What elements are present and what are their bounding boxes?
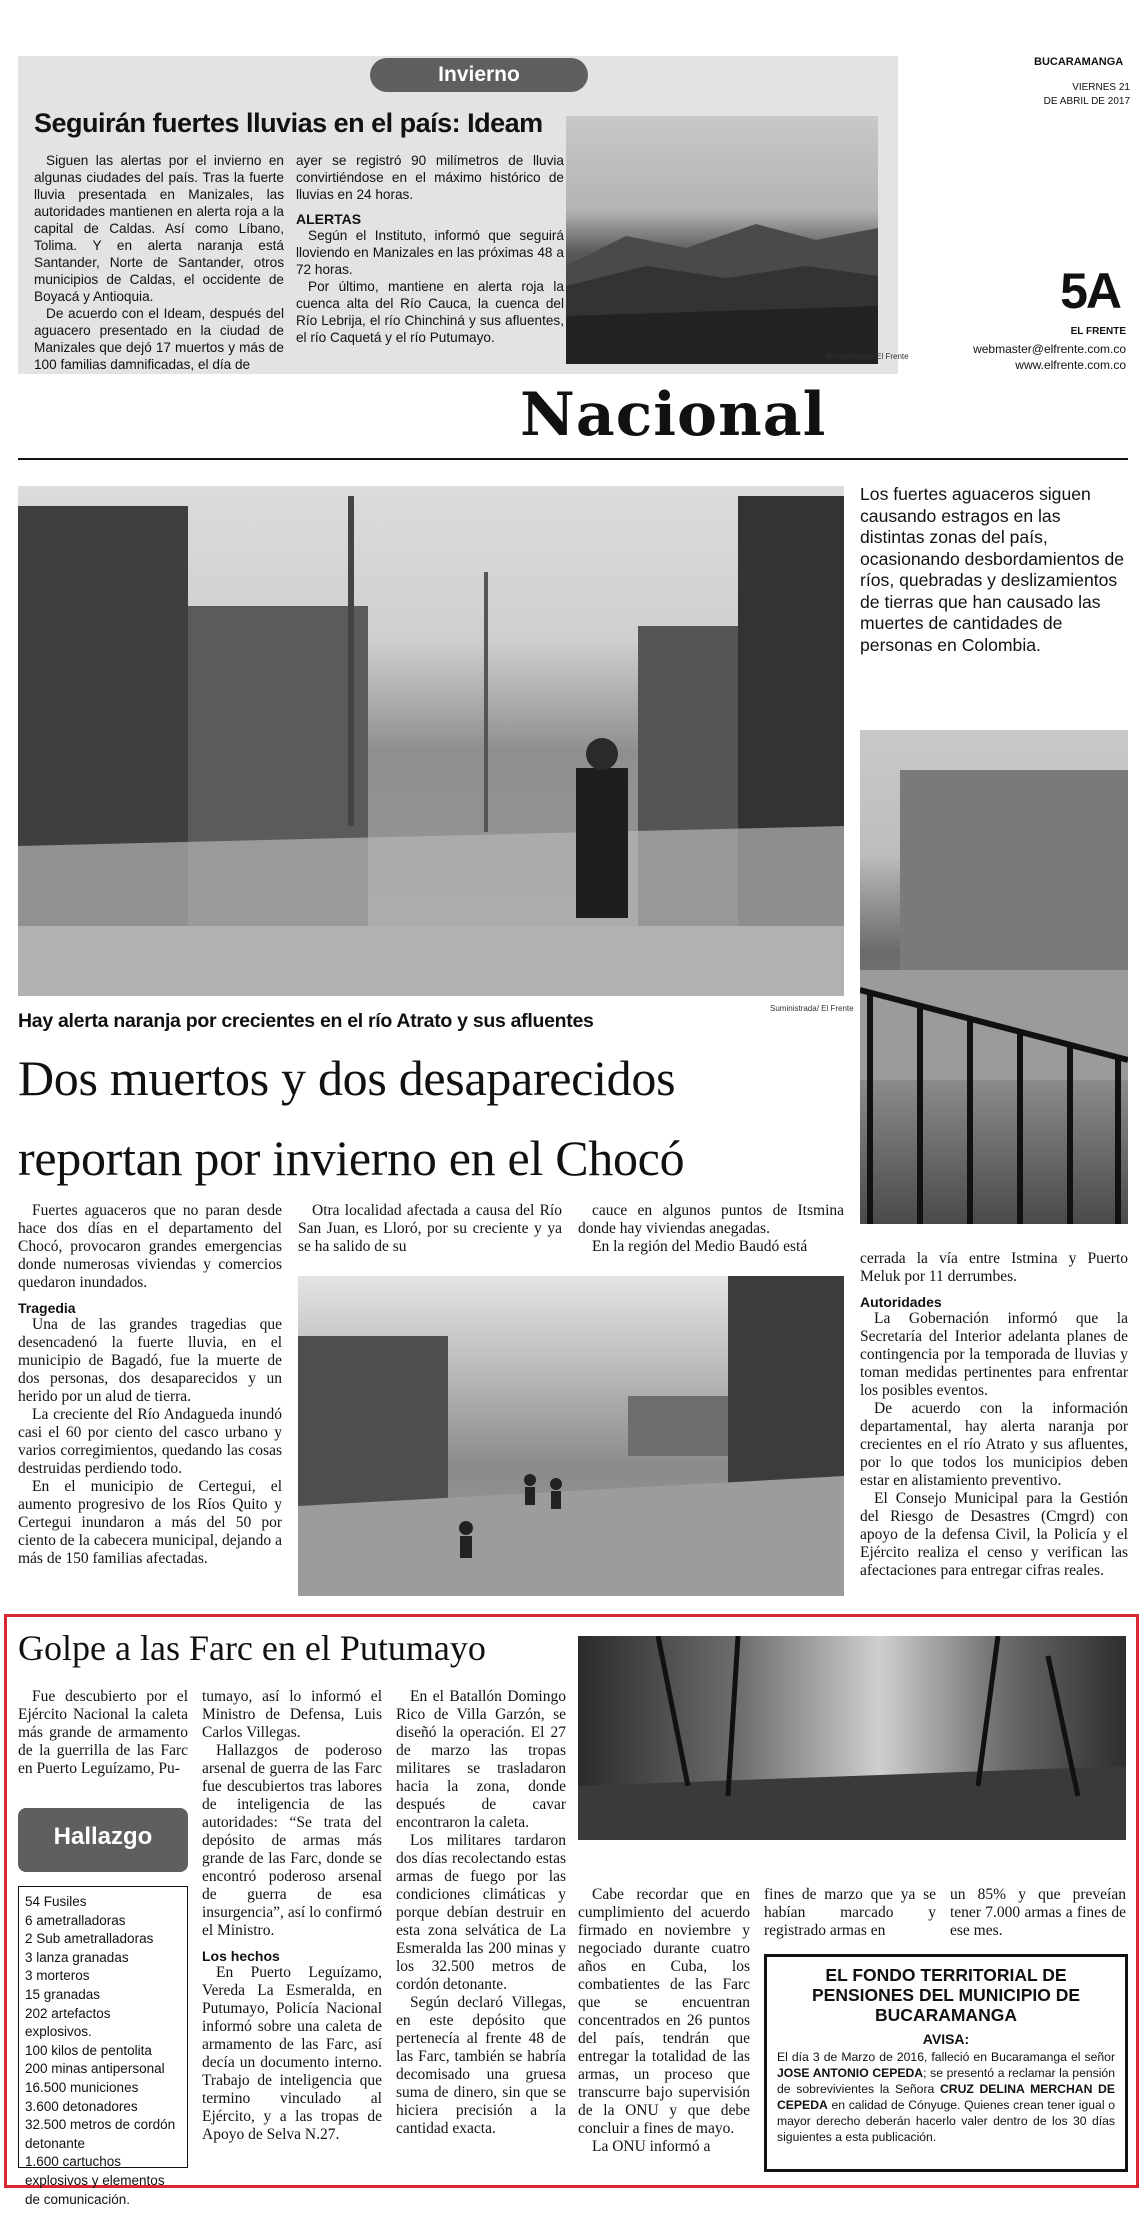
jungle-illustration [578,1636,1126,1840]
main-col3 [578,1202,844,1256]
masthead-date-day: VIERNES 21 [1072,82,1130,93]
hallazgo-item: 100 kilos de pentolita [25,2042,152,2058]
farc-col6 [950,1886,1126,1940]
farc-cache-photo [578,1636,1126,1840]
farc-col2 [202,1688,382,2144]
notice-body-a: El día 3 de Marzo de 2016, falleció en Bucaramanga el señor [777,2050,1115,2064]
main-photo-credit: Suministrada/ El Frente [770,1004,854,1013]
farc-col5 [764,1886,936,1940]
main-col4-p1: cerrada la vía entre Istmina y Puerto Meluk por 11 derrumbes. [860,1250,1128,1285]
hallazgo-item: 2 Sub ametralladoras [25,1931,154,1947]
notice-name-deceased: JOSE ANTONIO CEPEDA [777,2066,924,2080]
flooded-street-illustration [18,486,844,996]
farc-col2-p2: Hallazgos de poderoso arsenal de guerra de las Farc fue descubiertos tras labores de inteligencia de las autoridades: “Se trata del depósito de armas más grande de las Farc, donde se encontró poderoso arsenal de guerra de esa insurgencia”, así lo confirmó el Ministro. [202,1742,382,1939]
page-number: 5A [1060,263,1120,319]
farc-col3-p2: Los militares tardaron dos días recolectando estas armas de fuego por las condiciones climáticas y porque debían destruir en esta zona selvática de La Esmeralda las 200 minas y los 32.500 metros de cordón detonante. [396,1832,566,1993]
manizales-photo [566,116,878,364]
farc-col3-p1: En el Batallón Domingo Rico de Villa Garzón, se diseñó la operación. El 27 de marzo las tropas militares se trasladaron hacia la zona, donde después de cavar encontraron la caleta. [396,1688,566,1831]
main-col4-subhead: Autoridades [860,1294,942,1310]
hallazgo-item: 15 granadas [25,1986,101,2002]
balcony-illustration [860,730,1128,1224]
hallazgo-item: 3 lanza granadas [25,1949,129,1965]
main-col1-p4: En el municipio de Certegui, el aumento progresivo de los Ríos Quito y Certegui inundaron a más del 50 por ciento de la cabecera municipal, dejando a más de 150 familias afectadas. [18,1478,282,1567]
masthead-city: BUCARAMANGA [1034,56,1124,68]
main-col1 [18,1202,282,1568]
brand-email[interactable]: webmaster@elfrente.com.co [973,342,1126,356]
hallazgo-item: 16.500 municiones [25,2079,139,2095]
notice-title-line1: EL FONDO TERRITORIAL DE [825,1965,1067,1985]
hallazgo-item: 200 minas antipersonal [25,2061,165,2077]
hallazgo-item: 3 morteros [25,1968,90,1984]
main-col1-p3: La creciente del Río Andagueda inundó casi el 60 por ciento del casco urbano y varios corregimientos, quedando las cosas destruidas perdiendo todo. [18,1406,282,1477]
farc-col5-p1: fines de marzo que ya se habían marcado y registrado armas en [764,1886,936,1939]
notice-name-spouse: CRUZ DELINA MERCHAN DE CEPEDA [777,2082,1115,2112]
top-col2-p1: Según el Instituto, informó que seguirá lloviendo en Manizales en las próximas 48 a 72 horas. [296,228,564,277]
children-flood-photo [298,1276,844,1596]
main-col1-p1: Fuertes aguaceros que no paran desde hace dos días en el departamento del Chocó, provocaron grandes emergencias donde numerosas viviendas y comercios quedaron inundados. [18,1202,282,1291]
village-flood-illustration [298,1276,844,1596]
top-col2-p2: Por último, mantiene en alerta roja la cuenca alta del Río Cauca, la cuenca del Río Lebrija, el río Chinchiná y sus afluentes, el río Caquetá y el río Putumayo. [296,279,564,345]
farc-col1-p1: Fue descubierto por el Ejército Nacional la caleta más grande de armamento de la guerrilla de las Farc en Puerto Leguízamo, Pu- [18,1688,188,1777]
mountain-landscape-illustration [566,116,878,364]
main-headline-line2: reportan por invierno en el Chocó [18,1130,685,1186]
hallazgo-badge: Hallazgo [18,1808,188,1872]
flooded-street-photo [18,486,844,996]
masthead-date-rest: DE ABRIL DE 2017 [1043,96,1130,107]
hallazgo-item: 54 Fusiles [25,1894,87,1909]
top-col2-subhead: ALERTAS [296,211,362,227]
top-story-col1 [34,152,284,373]
main-col3-p2: En la región del Medio Baudó está [592,1238,808,1255]
farc-headline: Golpe a las Farc en el Putumayo [18,1628,486,1668]
hallazgo-list [18,1886,188,2207]
farc-col2-p3: En Puerto Leguízamo, Vereda La Esmeralda, en Putumayo, Policía Nacional informó sobre una caleta de armamento de las Farc, así decía un documento interno. Trabajo de inteligencia que termino vinculado al Ejército, y a las tropas de Apoyo de Selva N.27. [202,1964,382,2143]
section-title: Nacional [520,380,827,450]
farc-col4 [578,1886,750,2156]
top-col1-p2: De acuerdo con el Ideam, después del aguacero presentado en la ciudad de Manizales que dejó 17 muertos y más de 100 familias damnificadas, el día de [34,306,284,372]
farc-col3-p3: Según declaró Villegas, en este depósito que pertenecía al frente 48 de las Farc, también se habría decomisado una gruesa suma de dinero, sin que se hiciera precisión a la cantidad exacta. [396,1994,566,2137]
main-col3-p1: cauce en algunos puntos de Itsmina donde hay viviendas anegadas. [578,1202,844,1237]
farc-col6-p1: un 85% y que preveían tener 7.000 armas a fines de ese mes. [950,1886,1126,1939]
farc-col2-p1: tumayo, así lo informó el Ministro de Defensa, Luis Carlos Villegas. [202,1688,382,1741]
main-deck: Los fuertes aguaceros siguen causando estragos en las distintas zonas del país, ocasionando desbordamientos de ríos, quebradas y deslizamientos de tierras que han causado las muertes de cantidades de personas en Colombia. [860,484,1125,655]
top-col1-p1: Siguen las alertas por el invierno en algunas ciudades del país. Tras la fuerte lluvia presentada en Manizales, las autoridades mantienen en alerta roja a la capital de Caldas. Así como Líbano, Tolima. Y en alerta naranja está Santander, Norte de Santander, otros municipios de Caldas, el occidente de Boyacá y Antioquia. [34,153,284,304]
notice-label: AVISA: [922,2031,970,2047]
farc-col4-p1: Cabe recordar que en cumplimiento del acuerdo firmado en noviembre y negociado durante cuatro años en Cuba, los combatientes de las Farc que se encuentran concentrados en 26 puntos del país, tendrán que entregar la totalidad de las armas, un proceso que transcurre bajo supervisión de la ONU y que debe concluir a fines de mayo. [578,1886,750,2137]
top-photo-credit: Suministrada/ El Frente [825,352,909,361]
main-col4-p2: La Gobernación informó que la Secretaría del Interior adelanta planes de contingencia por la temporada de lluvias y toman medidas pertinentes para enfrentar los posibles eventos. [860,1310,1128,1399]
notice-title-line3: BUCARAMANGA [875,2005,1017,2025]
farc-col1 [18,1688,188,1778]
main-col4 [860,1250,1128,1580]
section-rule [18,458,1128,460]
hallazgo-item: 3.600 detonadores [25,2098,138,2114]
top-story-col2 [296,152,564,346]
notice-body-b: ; se presentó a reclamar la pensión de sobrevivientes la Señora [777,2066,1115,2096]
main-kicker: Hay alerta naranja por crecientes en el río Atrato y sus afluentes [18,1010,594,1032]
main-col4-p4: El Consejo Municipal para la Gestión del Riesgo de Desastres (Cmgrd) con apoyo de la defensa Civil, la Policía y el Ejército realiza el censo y verifican las afectaciones para entregar cifras reales. [860,1490,1128,1579]
hallazgo-item: 1.600 cartuchos explosivos y elementos de comunicación. [25,2154,165,2207]
main-col2 [298,1202,562,1256]
farc-col4-p2: La ONU informó a [592,2138,711,2155]
top-headline: Seguirán fuertes lluvias en el país: Ideam [34,108,543,138]
farc-col3 [396,1688,566,2138]
brand-website[interactable]: www.elfrente.com.co [1015,358,1126,372]
main-col1-subhead: Tragedia [18,1300,76,1316]
invierno-badge: Invierno [370,58,588,92]
main-col2-p1: Otra localidad afectada a causa del Río San Juan, es Lloró, por su creciente y ya se ha salido de su [298,1202,562,1255]
hallazgo-item: 202 artefactos explosivos. [25,2005,111,2040]
main-headline-line1: Dos muertos y dos desaparecidos [18,1050,676,1106]
balcony-flood-photo [860,730,1128,1224]
farc-col2-subhead: Los hechos [202,1948,280,1964]
notice-body-c: en calidad de Cónyuge. Quienes crean tener igual o mayor derecho deberán hacerlo valer dentro de los 30 días siguientes a esta publicación. [777,2098,1115,2144]
top-col2-intro: ayer se registró 90 milímetros de lluvia convirtiéndose en el máximo histórico de lluvias en 24 horas. [296,153,564,202]
pension-notice-box [764,1954,1128,2172]
notice-body [777,2049,1115,2145]
main-col4-p3: De acuerdo con la información departamental, hay alerta naranja por crecientes en el río Atrato y sus afluentes, por lo que todos los municipios deben estar en alistamiento preventivo. [860,1400,1128,1489]
brand-name: EL FRENTE [1070,326,1126,337]
notice-title-line2: PENSIONES DEL MUNICIPIO DE [811,1985,1081,2005]
hallazgo-item: 32.500 metros de cordón detonante [25,2117,176,2151]
hallazgo-item: 6 ametralladoras [25,1912,126,1928]
main-col1-p2: Una de las grandes tragedias que desencadenó la fuerte lluvia, en el municipio de Bagadó, fue la muerte de dos personas, dos desaparecidos y un herido por un alud de tierra. [18,1316,282,1405]
